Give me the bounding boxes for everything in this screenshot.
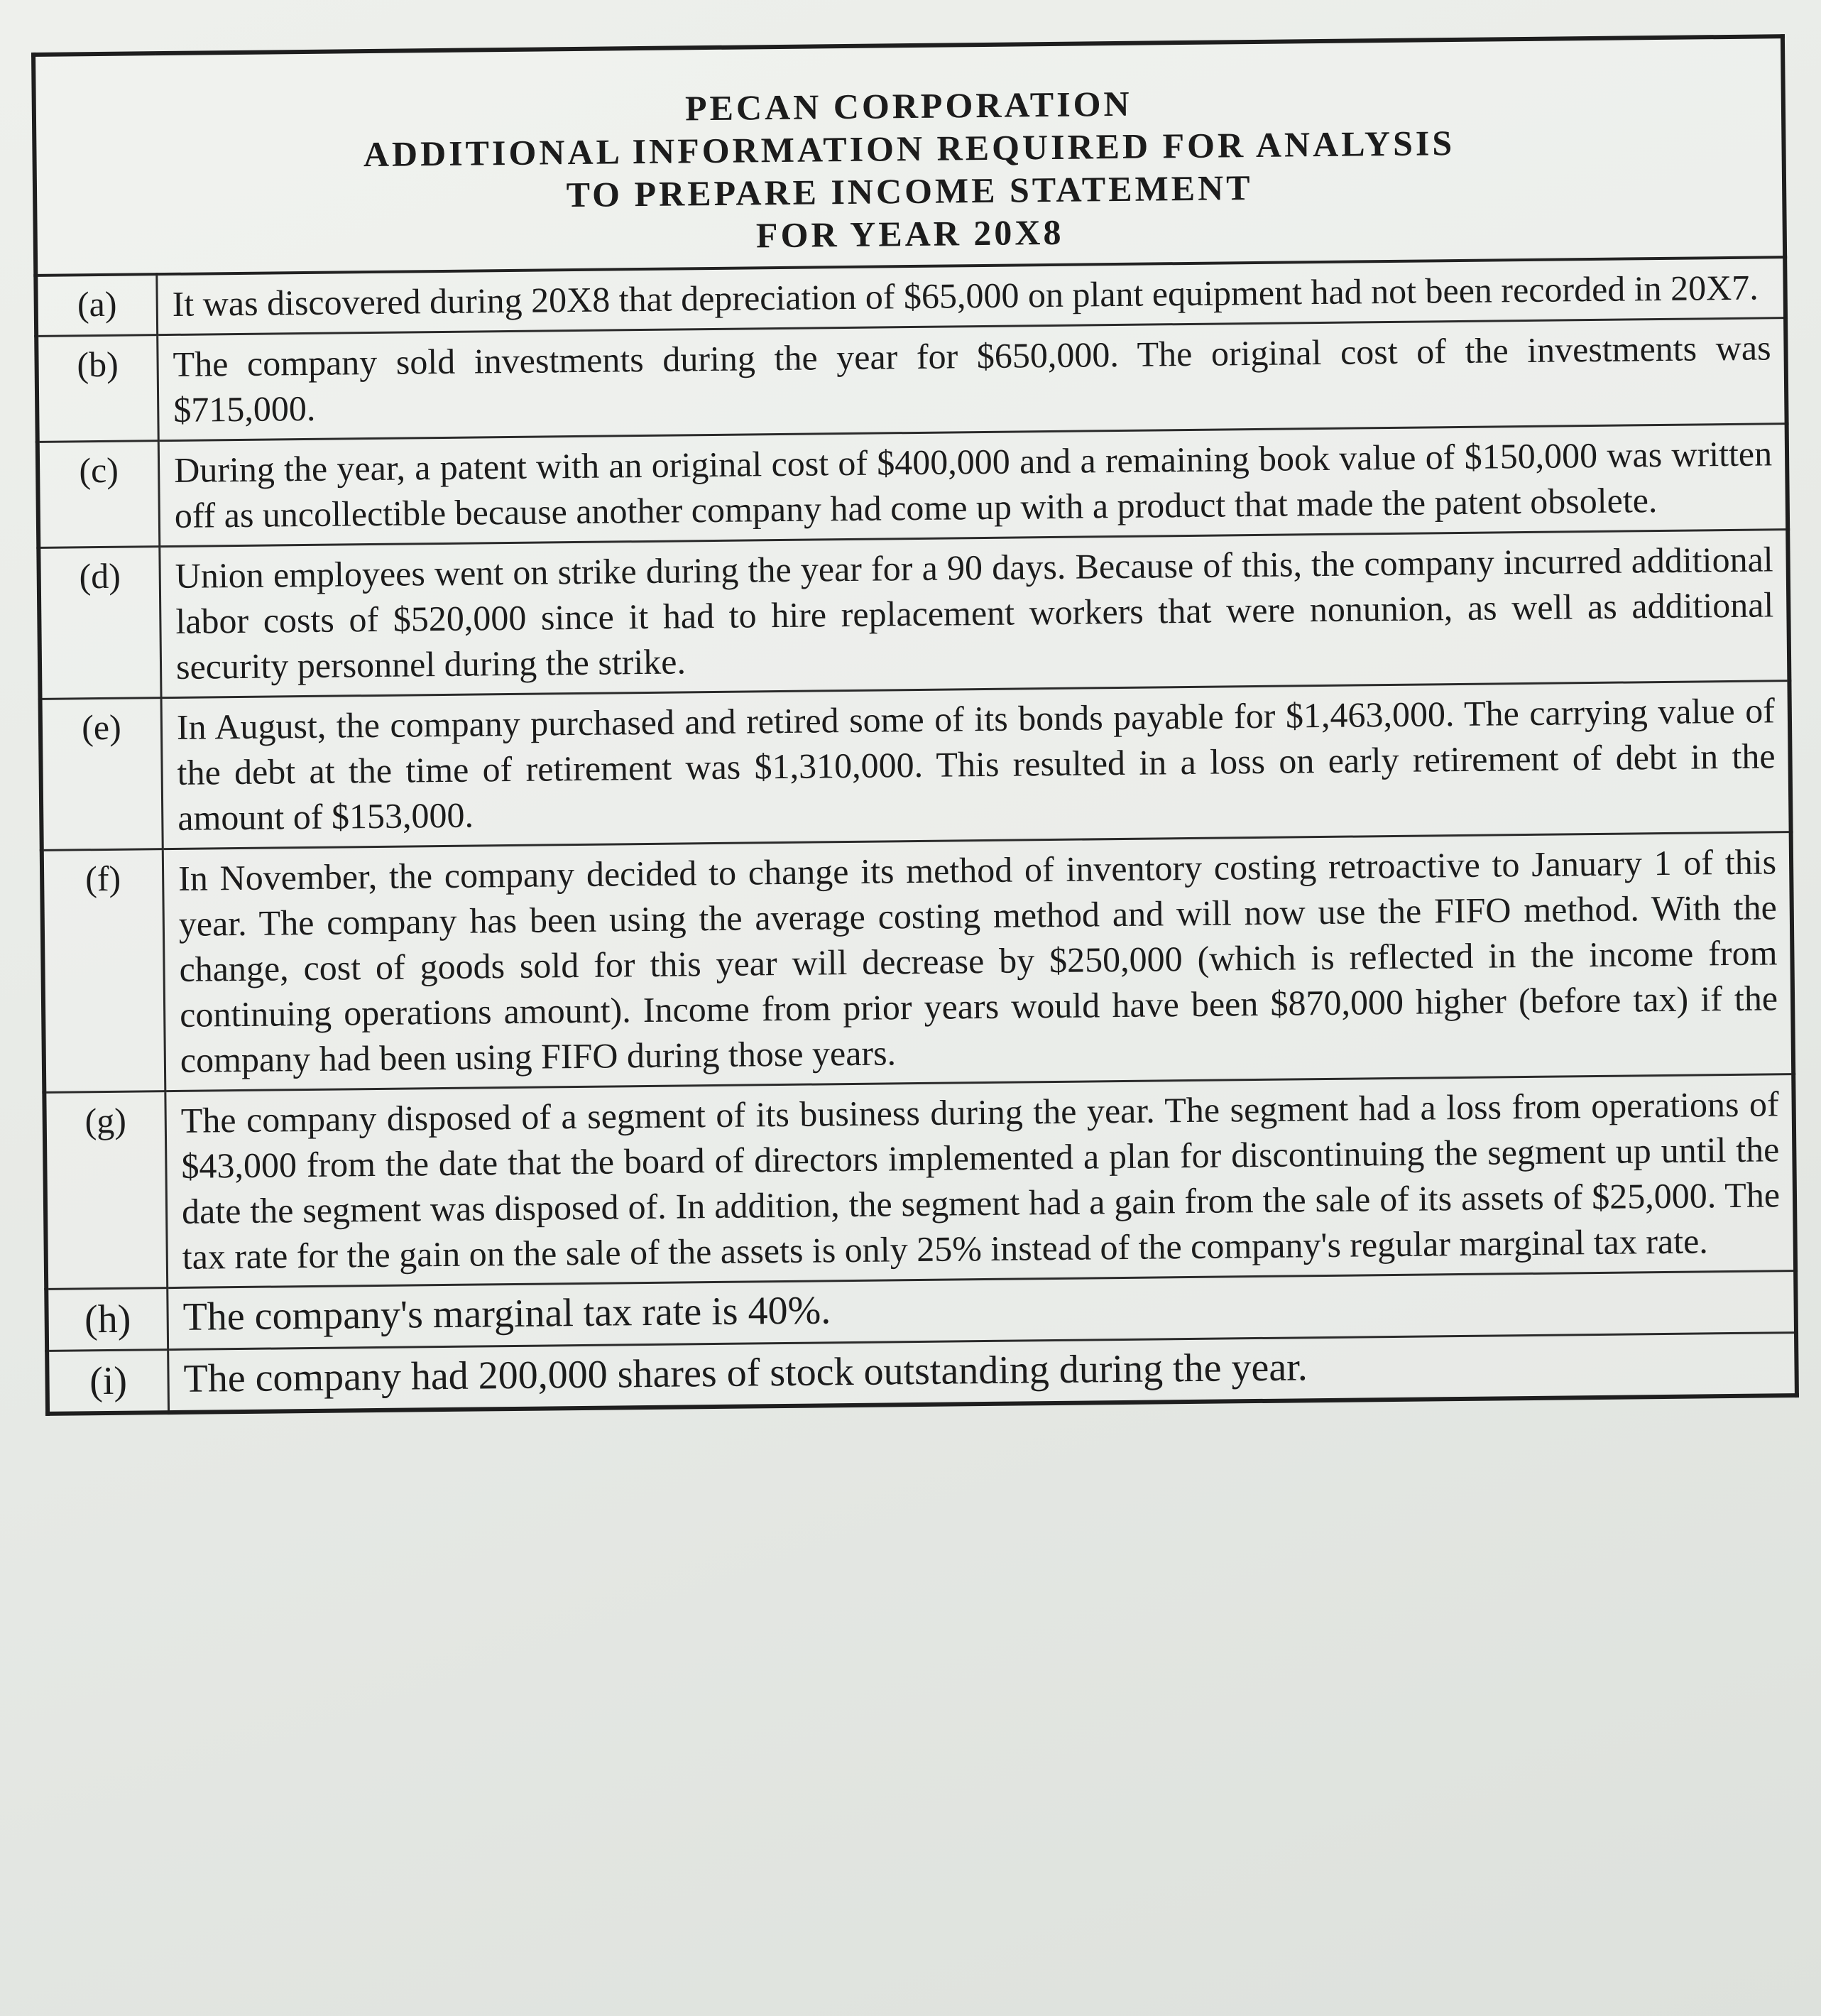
item-row-e [40, 681, 1791, 851]
item-text: In November, the company decided to change its method of inventory costing retroactive to January 1 of this year. The company has been using the average costing method and will now use the FIFO method. With the change, cost of goods sold for this year will decrease by $250,000 (which is reflected in the income from continuing operations amount). Income from prior years would have been $870,000 higher (before tax) if the company had been using FIFO during those years. [163, 832, 1793, 1091]
header-cell [33, 36, 1785, 276]
item-label: (d) [38, 547, 161, 699]
info-table [31, 34, 1799, 1416]
item-text: The company sold investments during the year for $650,000. The original cost of the investments was $715,000. [158, 318, 1787, 441]
item-text: The company disposed of a segment of its business during the year. The segment had a loss from operations of $43,000 from the date that the board of directors implemented a plan for discontinuing the segment up until the date the segment was disposed of. In addition, the segment had a gain from the sale of its assets of $25,000. The tax rate for the gain on the sale of the assets is only 25% instead of the company's regular marginal tax rate. [165, 1074, 1795, 1288]
header-row [33, 36, 1785, 276]
item-row-d [38, 530, 1789, 699]
item-label: (i) [47, 1350, 168, 1414]
item-label: (b) [36, 335, 158, 442]
item-row-g [44, 1074, 1795, 1290]
item-text: Union employees went on strike during the year for a 90 days. Because of this, the company incurred additional labor costs of $520,000 since it had to hire replacement workers that were nonunion, as well as additional security personnel during the strike. [160, 530, 1790, 698]
document-subtitle: TO PREPARE INCOME STATEMENT [566, 167, 1253, 215]
item-row-b [36, 318, 1786, 442]
item-text: In August, the company purchased and retired some of its bonds payable for $1,463,000. The carrying value of the debt at the time of retirement was $1,310,000. This resulted in a loss on early retirement of debt in the amount of $153,000. [161, 681, 1791, 849]
item-label: (g) [44, 1091, 167, 1290]
item-text: During the year, a patent with an original cost of $400,000 and a remaining book value of $150,000 was written off as uncollectible because another company had come up with a product that made the patent obsolete. [158, 424, 1788, 547]
item-label: (f) [42, 849, 165, 1093]
item-label: (c) [38, 441, 160, 548]
item-row-f [42, 832, 1793, 1093]
item-label: (h) [46, 1288, 168, 1351]
info-sheet [31, 34, 1799, 1416]
item-row-c [38, 424, 1788, 548]
document-year: FOR YEAR 20X8 [755, 212, 1064, 256]
item-text: It was discovered during 20X8 that depreciation of $65,000 on plant equipment had not been recorded in 20X7. [157, 257, 1786, 335]
document-title: ADDITIONAL INFORMATION REQUIRED FOR ANALYSIS [363, 123, 1455, 175]
item-label: (e) [40, 698, 163, 851]
item-text: The company's marginal tax rate is 40%. [168, 1271, 1796, 1350]
company-name: PECAN CORPORATION [684, 83, 1132, 129]
item-text: The company had 200,000 shares of stock outstanding during the year. [168, 1333, 1797, 1413]
item-label: (a) [35, 274, 157, 336]
